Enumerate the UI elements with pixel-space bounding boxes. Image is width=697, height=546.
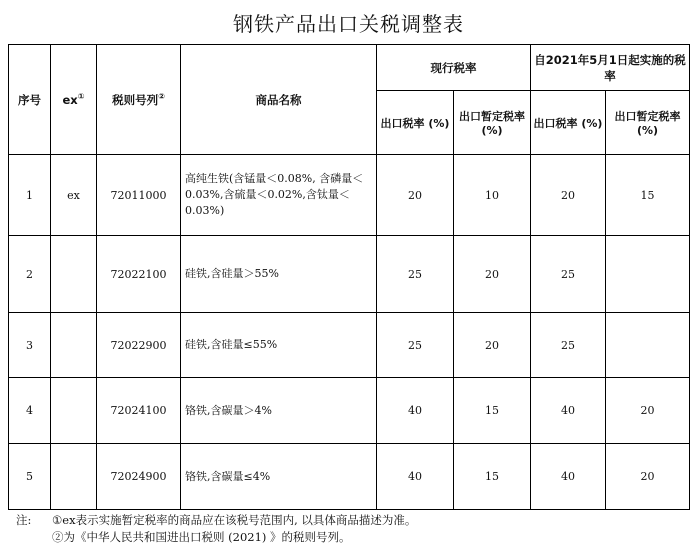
cell-new-export: 40 <box>531 378 606 444</box>
cell-name: 硅铁,含硅量＞55% <box>181 236 377 313</box>
cell-current-export: 20 <box>377 155 454 236</box>
header-tariff-code: 税则号列② <box>97 45 181 155</box>
cell-new-export: 40 <box>531 444 606 510</box>
header-current-temp-rate: 出口暂定税率 (%) <box>454 91 531 155</box>
cell-new-export: 25 <box>531 313 606 378</box>
cell-name: 硅铁,含硅量≤55% <box>181 313 377 378</box>
table-row <box>9 236 690 313</box>
header-seq: 序号 <box>9 45 51 155</box>
cell-current-temp: 20 <box>454 313 531 378</box>
cell-code: 72024100 <box>97 378 181 444</box>
cell-current-temp: 15 <box>454 444 531 510</box>
header-new-rate: 自2021年5月1日起实施的税率 <box>531 45 690 91</box>
header-product-name: 商品名称 <box>181 45 377 155</box>
page-title: 钢铁产品出口关税调整表 <box>233 12 464 36</box>
cell-seq: 3 <box>9 313 51 378</box>
header-new-export-rate: 出口税率 (%) <box>531 91 606 155</box>
cell-current-temp: 10 <box>454 155 531 236</box>
cell-ex: ex <box>51 155 97 236</box>
header-new-temp-rate: 出口暂定税率 (%) <box>606 91 690 155</box>
cell-new-export: 25 <box>531 236 606 313</box>
table-row <box>9 313 690 378</box>
cell-name: 高纯生铁(含锰量＜0.08%, 含磷量＜0.03%,含硫量＜0.02%,含钛量＜0.03%) <box>181 155 377 236</box>
cell-seq: 2 <box>9 236 51 313</box>
cell-ex <box>51 378 97 444</box>
cell-ex <box>51 313 97 378</box>
cell-new-temp: 15 <box>606 155 690 236</box>
footnote-1: ①ex表示实施暂定税率的商品应在该税号范围内, 以具体商品描述为准。 <box>52 513 417 527</box>
cell-current-temp: 20 <box>454 236 531 313</box>
cell-new-temp: 20 <box>606 444 690 510</box>
header-current-export-rate: 出口税率 (%) <box>377 91 454 155</box>
header-ex: ex① <box>51 45 97 155</box>
cell-ex <box>51 236 97 313</box>
cell-current-export: 40 <box>377 378 454 444</box>
cell-new-temp: 20 <box>606 378 690 444</box>
cell-code: 72011000 <box>97 155 181 236</box>
cell-code: 72022100 <box>97 236 181 313</box>
cell-code: 72022900 <box>97 313 181 378</box>
table-row <box>9 155 690 236</box>
cell-seq: 4 <box>9 378 51 444</box>
cell-seq: 5 <box>9 444 51 510</box>
cell-new-export: 20 <box>531 155 606 236</box>
cell-current-export: 25 <box>377 313 454 378</box>
notes-label: 注: <box>16 513 32 527</box>
cell-seq: 1 <box>9 155 51 236</box>
cell-current-export: 25 <box>377 236 454 313</box>
footnote-2: ②为《中华人民共和国进出口税则 (2021) 》的税则号列。 <box>52 530 351 544</box>
cell-ex <box>51 444 97 510</box>
footnotes <box>16 512 416 546</box>
cell-current-export: 40 <box>377 444 454 510</box>
cell-code: 72024900 <box>97 444 181 510</box>
cell-name: 铬铁,含碳量≤4% <box>181 444 377 510</box>
cell-new-temp <box>606 236 690 313</box>
cell-current-temp: 15 <box>454 378 531 444</box>
header-current-rate: 现行税率 <box>377 45 531 91</box>
table-row <box>9 378 690 444</box>
cell-name: 铬铁,含碳量＞4% <box>181 378 377 444</box>
cell-new-temp <box>606 313 690 378</box>
table-row <box>9 444 690 510</box>
tariff-table <box>8 44 690 510</box>
